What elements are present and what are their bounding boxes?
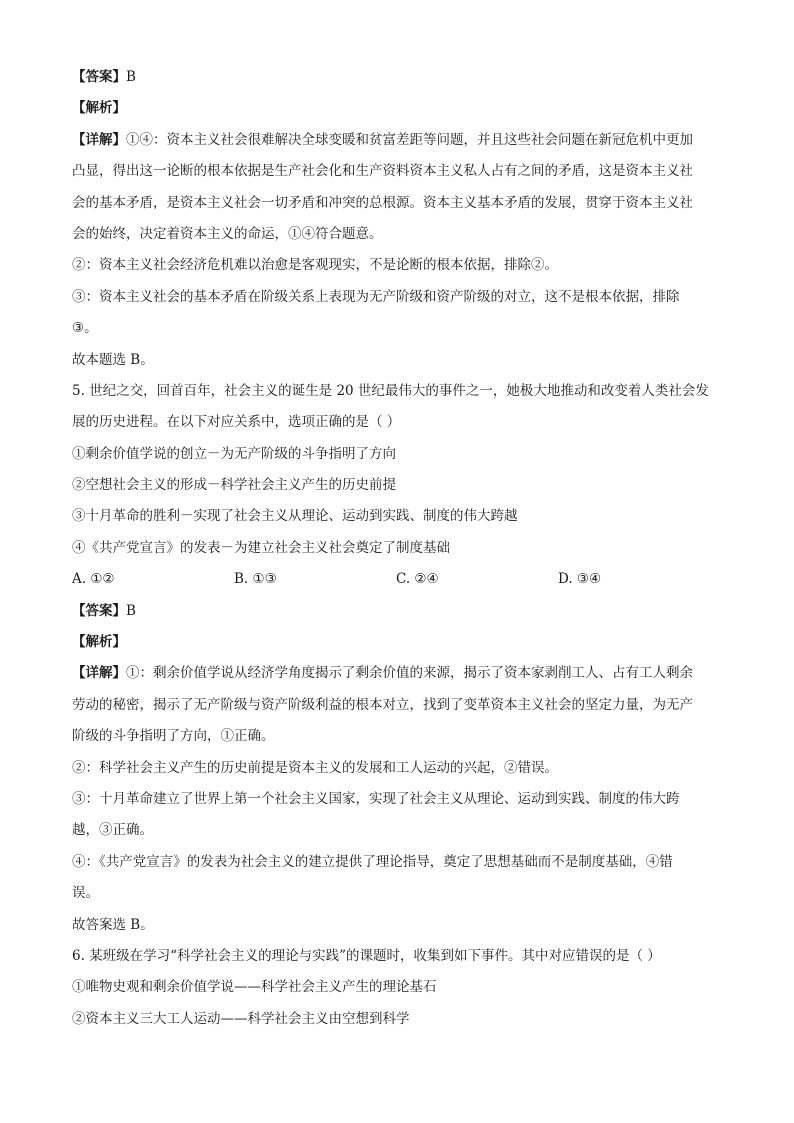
q5-explanation-line-5: ③：十月革命建立了世界上第一个社会主义国家，实现了社会主义从理论、运动到实践、制度的伟大跨 [72, 790, 680, 807]
q4-explanation-line-4: 会的始终，决定着资本主义的命运，①④符合题意。 [72, 225, 383, 242]
q5-statement-1: ①剩余价值学说的创立－为无产阶级的斗争指明了方向 [72, 445, 396, 462]
q4-detail-tag: 【详解】 [72, 131, 126, 148]
q6-statement-1: ①唯物史观和剩余价值学说——科学社会主义产生的理论基石 [72, 979, 437, 996]
q5-option-d: D. ③④ [558, 571, 602, 588]
q4-explanation-line-3: 会的基本矛盾，是资本主义社会一切矛盾和冲突的总根源。资本主义基本矛盾的发展，贯穿于资本主义社 [72, 194, 693, 211]
q4-explanation-line-2: 凸显，得出这一论断的根本依据是生产社会化和生产资料资本主义私人占有之间的矛盾，这是资本主义社 [72, 163, 693, 180]
q5-analysis-tag: 【解析】 [72, 634, 126, 651]
q6-statement-2: ②资本主义三大工人运动——科学社会主义由空想到科学 [72, 1010, 410, 1027]
q4-explanation-line-5: ②：资本主义社会经济危机难以治愈是客观现实，不是论断的根本依据，排除②。 [72, 257, 558, 274]
q5-conclusion: 故答案选 B。 [72, 916, 154, 933]
q5-explanation-line-7: ④：《共产党宣言》的发表为社会主义的建立提供了理论指导，奠定了思想基础而不是制度基础，④错 [72, 853, 673, 870]
q4-answer-value: B [126, 69, 136, 85]
q4-analysis-tag: 【解析】 [72, 100, 126, 117]
q5-analysis-tag-line [72, 627, 722, 658]
q5-detail-tag: 【详解】 [72, 665, 126, 682]
q4-answer-line [72, 62, 722, 93]
q5-stem-line-1: 5. 世纪之交，回首百年，社会主义的诞生是 20 世纪最伟大的事件之一，她极大地推动和改变着人类社会发 [72, 382, 709, 399]
q6-stem-line-1: 6. 某班级在学习“科学社会主义的理论与实践”的课题时，收集到如下事件。其中对应错误的是（ ） [72, 947, 661, 964]
q5-explanation-line-8: 误。 [72, 885, 99, 902]
q5-statement-4: ④《共产党宣言》的发表－为建立社会主义社会奠定了制度基础 [72, 539, 450, 556]
q5-answer-tag: 【答案】 [72, 602, 126, 619]
q4-answer-tag: 【答案】 [72, 69, 126, 85]
q4-explanation-line-7: ③。 [72, 320, 98, 337]
q5-explanation-line-2: 劳动的秘密，揭示了无产阶级与资产阶级利益的根本对立，找到了变革资本主义社会的坚定力量，为无产 [72, 696, 693, 713]
q5-statement-3: ③十月革命的胜利－实现了社会主义从理论、运动到实践、制度的伟大跨越 [72, 508, 518, 525]
q5-option-b: B. ①③ [234, 571, 277, 588]
q5-explanation-line-3: 阶级的斗争指明了方向，①正确。 [72, 728, 275, 745]
q5-explanation-text: ①：剩余价值学说从经济学角度揭示了剩余价值的来源，揭示了资本家剥削工人、占有工人剩余 [126, 665, 693, 682]
q4-explanation-line-1 [72, 125, 722, 156]
q5-options [72, 564, 722, 595]
q5-explanation-line-6: 越，③正确。 [72, 822, 153, 839]
q5-option-a: A. ①② [72, 571, 115, 588]
q5-statement-2: ②空想社会主义的形成－科学社会主义产生的历史前提 [72, 477, 396, 494]
q4-explanation-line-6: ③：资本主义社会的基本矛盾在阶级关系上表现为无产阶级和资产阶级的对立，这不是根本依据，排除 [72, 288, 680, 305]
q4-explanation-text: ①④：资本主义社会很难解决全球变暖和贫富差距等问题，并且这些社会问题在新冠危机中更加 [126, 131, 693, 148]
q5-stem-line-2: 展的历史进程。在以下对应关系中，选项正确的是（ ） [72, 414, 401, 431]
page-content [72, 62, 722, 1035]
q5-answer-value: B [126, 602, 136, 619]
q4-conclusion: 故本题选 B。 [72, 351, 154, 368]
q4-analysis-tag-line [72, 93, 722, 124]
q5-explanation-line-1 [72, 658, 722, 689]
q5-option-c: C. ②④ [396, 571, 439, 588]
q5-answer-line [72, 596, 722, 627]
q5-explanation-line-4: ②：科学社会主义产生的历史前提是资本主义的发展和工人运动的兴起，②错误。 [72, 759, 558, 776]
